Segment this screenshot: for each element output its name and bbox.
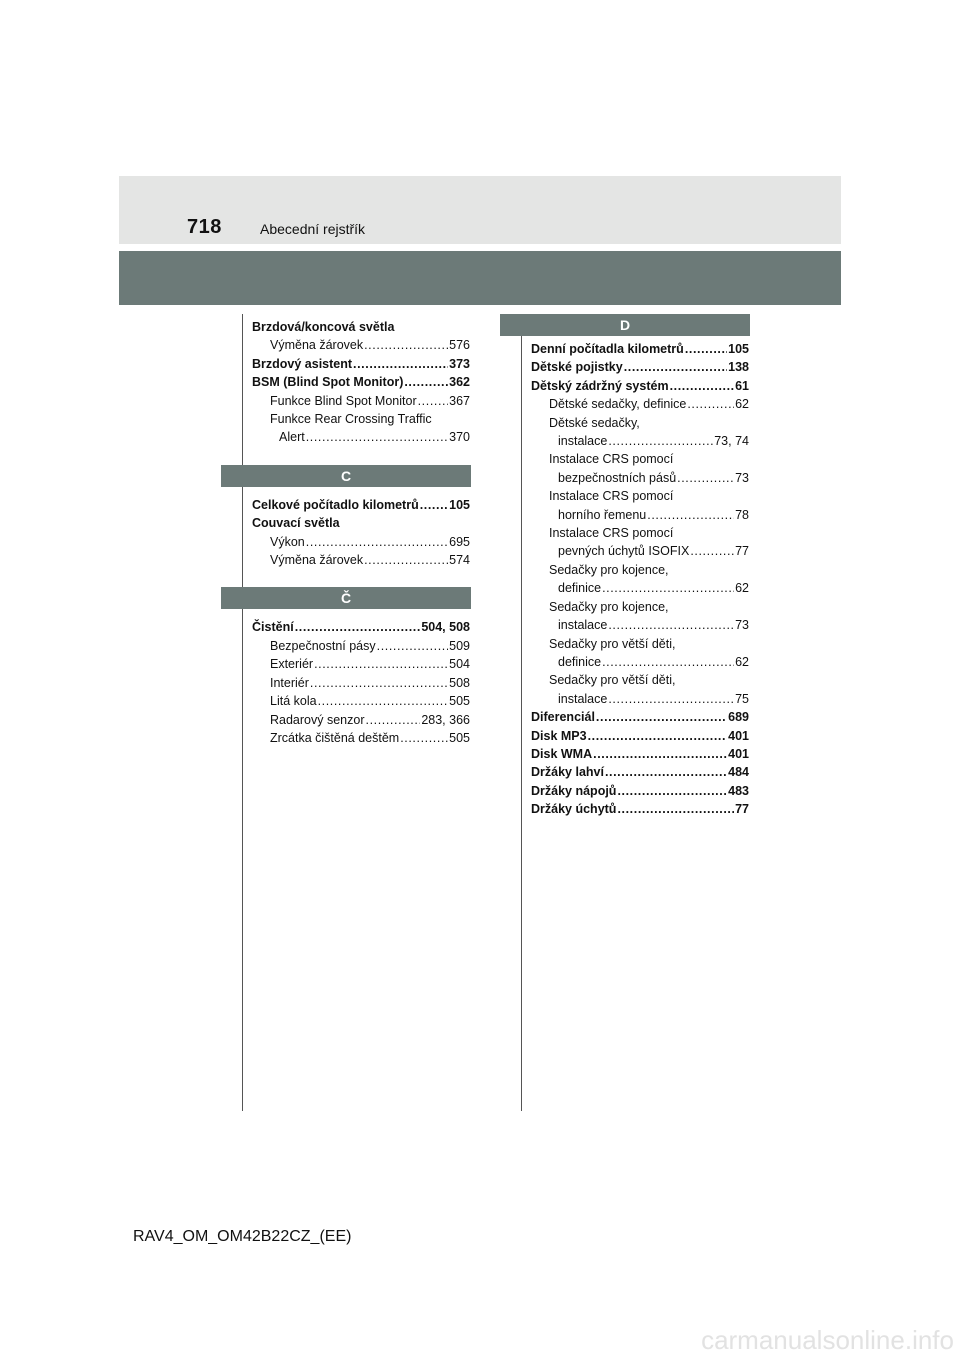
index-entry-page: 505 [449, 694, 470, 709]
index-entry-term: instalace [558, 434, 608, 449]
index-entry-term: Bezpečnostní pásy [270, 638, 376, 653]
index-entry [531, 708, 749, 726]
index-entry-page: 505 [449, 730, 470, 745]
index-entry-page: 73 [735, 618, 749, 633]
index-entry [531, 358, 749, 376]
dot-leader [617, 800, 734, 818]
index-entry [252, 373, 470, 391]
index-entry-term: Radarový senzor [270, 712, 365, 727]
index-entry-term: Celkové počítadlo kilometrů [252, 497, 419, 512]
index-entry-term: Držáky lahví [531, 765, 604, 780]
index-column-right [531, 340, 749, 819]
index-entry-page: 695 [449, 534, 470, 549]
header-band [119, 176, 841, 244]
dot-leader [295, 618, 421, 636]
index-entry-heading: Sedačky pro kojence, [549, 599, 669, 614]
dot-leader [608, 432, 713, 450]
index-entry [531, 506, 749, 524]
dot-leader [593, 745, 727, 763]
index-entry-term: instalace [558, 691, 608, 706]
dot-leader [608, 616, 734, 634]
dot-leader [420, 496, 448, 514]
index-entry-page: 373 [449, 356, 470, 371]
index-column-left [252, 318, 470, 747]
dot-leader [306, 533, 448, 551]
index-entry-term: Alert [279, 430, 305, 445]
index-entry [531, 763, 749, 781]
index-entry-term: Zrcátka čištěná deštěm [270, 730, 400, 745]
dot-leader [687, 395, 734, 413]
dot-leader [364, 336, 448, 354]
index-entry-term: horního řemenu [558, 507, 647, 522]
index-entry-page: 401 [728, 728, 749, 743]
dot-leader [617, 782, 727, 800]
index-entry [531, 800, 749, 818]
dot-leader [366, 711, 421, 729]
index-entry [252, 692, 470, 710]
index-entry-term: pevných úchytů ISOFIX [558, 544, 690, 559]
index-entry-term: Exteriér [270, 657, 314, 672]
dot-leader [404, 373, 448, 391]
index-entry [531, 432, 749, 450]
index-entry [531, 377, 749, 395]
index-entry-heading: Sedačky pro větší děti, [549, 673, 676, 688]
index-entry-page: 78 [735, 507, 749, 522]
index-entry-page: 77 [735, 802, 749, 817]
index-entry-page: 283, 366 [421, 712, 470, 727]
index-entry-term: Držáky nápojů [531, 783, 617, 798]
index-entry-heading: Brzdová/koncová světla [252, 320, 395, 334]
index-entry [531, 616, 749, 634]
index-entry [252, 674, 470, 692]
section-heading-c-caron: Č [221, 587, 471, 609]
right-column-rule [521, 314, 522, 1111]
index-entry-heading: Sedačky pro větší děti, [549, 636, 676, 651]
index-entry-page: 62 [735, 654, 749, 669]
dot-leader [690, 542, 734, 560]
dot-leader [314, 655, 448, 673]
section-heading-d: D [500, 314, 750, 336]
dot-leader [588, 727, 728, 745]
dot-leader [310, 674, 448, 692]
index-entry-term: Funkce Blind Spot Monitor [270, 393, 417, 408]
index-entry-page: 508 [449, 675, 470, 690]
index-entry [252, 618, 470, 636]
section-cc-list [252, 618, 470, 747]
section-heading-c: C [221, 465, 471, 487]
dot-leader [670, 377, 735, 395]
index-entry [252, 533, 470, 551]
index-entry-page: 484 [728, 765, 749, 780]
page-title: Abecední rejstřík [260, 221, 366, 237]
index-entry-page: 509 [449, 638, 470, 653]
dot-leader [602, 579, 734, 597]
index-entry-term: definice [558, 581, 602, 596]
index-entry [252, 336, 470, 354]
watermark: carmanualsonline.info [701, 1325, 954, 1355]
dot-leader [364, 551, 448, 569]
index-entry-heading: Instalace CRS pomocí [549, 489, 674, 504]
index-entry [252, 655, 470, 673]
index-entry-heading: Dětské sedačky, [549, 415, 640, 430]
index-entry-page: 576 [449, 338, 470, 353]
dot-leader [605, 763, 727, 781]
index-entry-heading: Sedačky pro kojence, [549, 562, 669, 577]
index-entry-heading: Funkce Rear Crossing Traffic [270, 412, 432, 427]
left-column-rule [242, 314, 243, 1111]
index-entry [531, 579, 749, 597]
index-entry [531, 782, 749, 800]
index-entry-term: bezpečnostních pásů [558, 470, 677, 485]
index-entry [531, 340, 749, 358]
dot-leader [306, 428, 448, 446]
index-entry-term: Disk WMA [531, 746, 593, 761]
index-entry-term: Výkon [270, 534, 305, 549]
index-entry-term: instalace [558, 618, 608, 633]
index-entry [252, 355, 470, 373]
page-number: 718 [187, 216, 222, 238]
index-entry-page: 689 [728, 710, 749, 725]
index-entry [252, 729, 470, 747]
index-entry-page: 504, 508 [421, 620, 470, 635]
index-entry-term: Brzdový asistent [252, 356, 353, 371]
index-entry-page: 367 [449, 393, 470, 408]
index-entry-term: Denní počítadla kilometrů [531, 342, 684, 356]
header-dark-band [119, 251, 841, 305]
index-entry-page: 73, 74 [714, 434, 749, 449]
index-entry-page: 62 [735, 397, 749, 412]
index-entry-term: BSM (Blind Spot Monitor) [252, 375, 404, 390]
index-entry [531, 395, 749, 413]
index-entry-term: Dětský zádržný systém [531, 378, 669, 393]
index-entry-page: 504 [449, 657, 470, 672]
index-entry-page: 401 [728, 746, 749, 761]
section-b-list [252, 318, 470, 447]
index-entry-term: Interiér [270, 675, 309, 690]
index-entry [531, 469, 749, 487]
dot-leader [596, 708, 727, 726]
index-entry [531, 690, 749, 708]
index-entry-page: 105 [728, 342, 749, 356]
section-d-list [531, 340, 749, 819]
index-entry [252, 496, 470, 514]
index-entry-heading: Couvací světla [252, 516, 340, 531]
index-entry-term: Výměna žárovek [270, 553, 364, 568]
index-entry [252, 637, 470, 655]
index-entry [531, 653, 749, 671]
dot-leader [602, 653, 734, 671]
section-c-list [252, 496, 470, 570]
index-entry-term: Dětské sedačky, definice [549, 397, 687, 412]
dot-leader [377, 637, 449, 655]
index-entry-page: 61 [735, 378, 749, 393]
index-entry-page: 75 [735, 691, 749, 706]
dot-leader [608, 690, 734, 708]
index-entry [252, 551, 470, 569]
index-entry-heading: Instalace CRS pomocí [549, 452, 674, 467]
index-entry-page: 574 [449, 553, 470, 568]
index-entry-term: Držáky úchytů [531, 802, 617, 817]
index-entry-heading: Instalace CRS pomocí [549, 526, 674, 541]
document-code: RAV4_OM_OM42B22CZ_(EE) [133, 1228, 352, 1245]
dot-leader [418, 392, 449, 410]
index-entry-page: 362 [449, 375, 470, 390]
index-entry [531, 727, 749, 745]
index-entry [531, 745, 749, 763]
index-entry [252, 711, 470, 729]
index-entry-page: 370 [449, 430, 470, 445]
index-entry-page: 105 [449, 497, 470, 512]
index-entry [252, 428, 470, 446]
index-entry-page: 138 [728, 360, 749, 375]
index-entry-page: 77 [735, 544, 749, 559]
dot-leader [647, 506, 734, 524]
dot-leader [677, 469, 734, 487]
index-entry-term: Čistění [252, 620, 294, 635]
index-entry-term: Diferenciál [531, 710, 595, 725]
dot-leader [318, 692, 449, 710]
index-entry-term: Disk MP3 [531, 728, 587, 743]
dot-leader [353, 355, 448, 373]
index-entry-term: Litá kola [270, 694, 317, 709]
index-entry-term: definice [558, 654, 602, 669]
index-entry-page: 73 [735, 470, 749, 485]
index-entry [252, 392, 470, 410]
index-entry-page: 483 [728, 783, 749, 798]
dot-leader [685, 340, 727, 358]
index-entry-term: Výměna žárovek [270, 338, 364, 353]
index-entry [531, 542, 749, 560]
dot-leader [400, 729, 448, 747]
dot-leader [624, 358, 727, 376]
index-entry-term: Dětské pojistky [531, 360, 623, 375]
index-entry-page: 62 [735, 581, 749, 596]
